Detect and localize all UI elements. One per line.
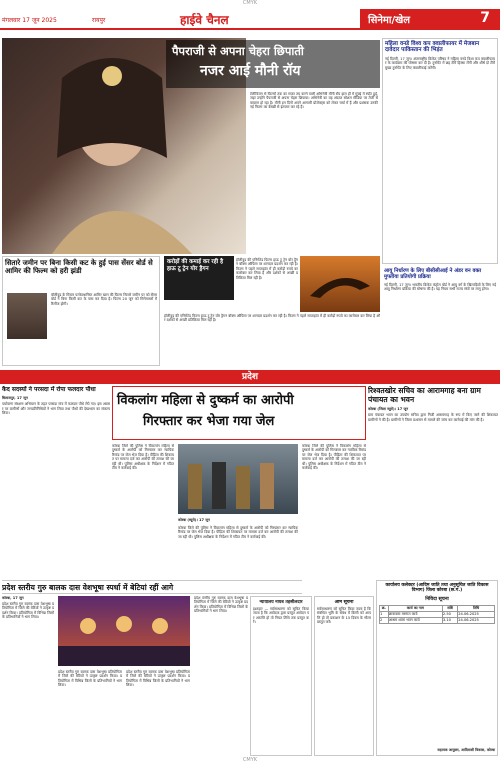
main-story-body-2: कोरबा जिले की पुलिस ने विकलांग महिला से दुष्कर्म के आरोपी को गिरफ्तार कर न्यायिक रिमांड पर जेल भेज दिया है। पीड़िता की शिकायत पर मामला दर्ज कर आरोपी की तलाश की जा रही थी। पुलिस अधीक्षक के निर्देशन में गठित टीम ने कार्रवाई की। — [302, 444, 366, 471]
page-number: 7 — [480, 10, 490, 26]
main-story-body-3: कोरबा जिले की पुलिस ने विकलांग महिला से दुष्कर्म के आरोपी को गिरफ्तार कर न्यायिक रिमांड पर जेल भेज दिया है। पीड़िता की शिकायत पर मामला दर्ज कर आरोपी की तलाश की जा रही थी। पुलिस अधीक्षक के निर्देशन में गठित टीम ने कार्रवाई की। — [178, 526, 298, 539]
tender-cell: 3.10 — [442, 617, 457, 623]
top-print-mark: CMYK — [242, 0, 258, 6]
notice-left-title: न्यायालय नायब तहसीलदार — [259, 600, 303, 605]
tender-col-header: क्र. — [380, 605, 389, 611]
edition-city: रायपुर — [92, 17, 106, 24]
bottom-story-photo — [58, 596, 190, 666]
right-feature-dateline: कोरबा (जिला ब्यूरो)। 17 जून — [368, 407, 409, 411]
right-top-body: नई दिल्ली, 17 जून। अंतरराष्ट्रीय क्रिकेट परिषद ने महिला वनडे विश्व कप क्वालीफायर के कार्यक्रम की घोषणा कर दी है। टूर्नामेंट में छह टीमें हिस्सा लेंगी और शीर्ष दो टीमें मुख्य टूर्नामेंट के लिए क्वालीफाई करेंगी। — [385, 56, 495, 70]
tender-col-header: कार्य का नाम — [388, 605, 442, 611]
right-feature-body: ग्राम पंचायत भवन का उपयोग सचिव द्वारा निजी आरामगाह के रूप में किए जाने की शिकायत ग्रामीणों ने की है। ग्रामीणों ने जिला प्रशासन से मामले की जांच कर कार्रवाई की मांग की है। — [368, 413, 498, 422]
bottom-story-headline: प्रदेश स्तरीय गुरु बालक दास वेशभूषा स्पर्धा में बेटियां रहीं आगे — [2, 583, 174, 592]
tender-cell: 24.06.2025 — [458, 611, 495, 617]
right-top-headline: महिला वनडे विश्व कप क्वालीफायर में मेजबान दावेदार पाकिस्तान की भिड़ंत — [385, 41, 480, 54]
aamir-body: बॉलीवुड के मिस्टर परफेक्शनिस्ट आमिर खान की फिल्म सितारे जमीन पर को सेंसर बोर्ड ने बिना किसी कट के पास कर दिया है। फिल्म 20 जून को सिनेमाघरों में रिलीज होगी। — [51, 293, 157, 306]
left-feature-headline: कैद सदस्यों ने परसदा में रोपा फलदार पौधा — [2, 386, 96, 393]
notice-mid-body: सर्वसाधारण को सूचित किया जाता है कि संबंधित भूमि के संबंध में किसी को आपत्ति हो तो प्रकाशन के 15 दिवस के भीतर प्रस्तुत करें। — [317, 607, 371, 625]
tender-col-header: राशि — [442, 605, 457, 611]
main-story-body-1: कोरबा जिले की पुलिस ने विकलांग महिला से दुष्कर्म के आरोपी को गिरफ्तार कर न्यायिक रिमांड पर जेल भेज दिया है। पीड़िता की शिकायत पर मामला दर्ज कर आरोपी की तलाश की जा रही थी। पुलिस अधीक्षक के निर्देशन में गठित टीम ने कार्रवाई की। — [112, 444, 174, 471]
dragon-headline: करोड़ों की कमाई कर रही है हाऊ टू ट्रेन योर ड्रैगन — [167, 259, 224, 272]
bottom-story-body-4: प्रदेश स्तरीय गुरु बालक दास वेशभूषा प्रतियोगिता में जिले की बेटियों ने उत्कृष्ट प्रदर्शन किया। प्रतियोगिता में विभिन्न जिलों के प्रतिभागियों ने भाग लिया। — [194, 596, 248, 614]
right-feature — [368, 386, 498, 576]
tender-cell: 1 — [380, 611, 389, 617]
section-label — [360, 9, 500, 28]
lead-body: टेलीविजन से फिल्मों तक का सफर तय करने वाली अभिनेत्री मौनी रॉय हाल ही में मुंबई में स्पॉट हुईं, जहां उन्होंने पैपराजी से अपना चेहरा छिपाया। अभिनेत्री का यह अंदाज सोशल मीडिया पर तेजी से वायरल हो रहा है। मौनी इन दिनों अपने आगामी प्रोजेक्ट्स को लेकर चर्चा में हैं और प्रशंसक उनकी नई फिल्म का बेसब्री से इंतजार कर रहे हैं। — [250, 92, 378, 110]
notice-mid — [314, 596, 374, 756]
issue-date: मंगलवार 17 जून 2025 — [2, 17, 57, 24]
right-top-story — [382, 38, 498, 264]
main-story-dateline: कोरबा (ब्यूरो)। 17 जून — [178, 518, 210, 522]
masthead — [0, 8, 500, 30]
tender-cell: आश्रम शाला भवन कार्य — [388, 617, 442, 623]
tender-cell: 24.06.2025 — [458, 617, 495, 623]
lead-headline-box — [166, 40, 380, 88]
right-mid-story — [382, 266, 498, 366]
left-feature-body: पर्यावरण संरक्षण अभियान के तहत परसदा गांव में फलदार पौधे रोपे गए। इस अवसर पर ग्रामीणों और जनप्रतिनिधियों ने भाग लिया तथा पौधों की देखभाल का संकल्प लिया। — [2, 402, 110, 416]
aamir-photo — [7, 293, 47, 339]
tender-table — [379, 605, 495, 624]
notice-right — [376, 580, 498, 756]
dragon-headline-box — [164, 256, 234, 300]
left-feature — [2, 386, 110, 576]
dragon-silhouette — [300, 256, 380, 312]
dragon-body-b: हॉलीवुड की एनिमेटेड फिल्म हाऊ टू ट्रेन योर ड्रैगन बॉक्स ऑफिस पर शानदार प्रदर्शन कर रही है। फिल्म ने पहले सप्ताहांत में ही करोड़ों रुपये का कारोबार कर लिया है और दर्शकों से अच्छी प्रतिक्रिया मिल रही है। — [164, 314, 380, 323]
police-group-illustration — [178, 444, 298, 514]
bottom-story-body-3: प्रदेश स्तरीय गुरु बालक दास वेशभूषा प्रतियोगिता में जिले की बेटियों ने उत्कृष्ट प्रदर्शन किया। प्रतियोगिता में विभिन्न जिलों के प्रतिभागियों ने भाग लिया। — [126, 670, 190, 688]
newspaper-brand: हाईवे चैनल — [180, 13, 229, 27]
right-mid-body: नई दिल्ली, 17 जून। भारतीय क्रिकेट कंट्रोल बोर्ड ने आयु वर्ग के खिलाड़ियों के लिए नई आयु निर्धारण प्रक्रिया की घोषणा की है। यह नियम सभी राज्य संघों पर लागू होगा। — [384, 283, 496, 292]
tender-cell: छात्रावास मरम्मत कार्य — [388, 611, 442, 617]
tender-cell: 2 — [380, 617, 389, 623]
dragon-photo — [300, 256, 380, 312]
left-feature-dateline: बिलासपुर, 17 जून — [2, 396, 28, 400]
bottom-print-mark: CMYK — [242, 757, 258, 763]
tender-cell: 2.50 — [442, 611, 457, 617]
section-title: सिनेमा/खेल — [368, 15, 411, 26]
notice-right-subtitle: निविदा सूचना — [425, 596, 449, 602]
main-headline-line2: गिरफ्तार कर भेजा गया जेल — [143, 414, 275, 429]
notice-left — [250, 596, 312, 756]
aamir-headline: सितारे जमीन पर बिना किसी कट के हुई पास सेंसर बोर्ड से आमिर की फिल्म को हरी झंडी — [5, 259, 153, 275]
notice-right-footer: सहायक आयुक्त, आदिवासी विकास, कोरबा — [437, 747, 495, 752]
notice-mid-title: आम सूचना — [334, 600, 354, 605]
aamir-story — [2, 256, 160, 366]
dragon-story — [164, 256, 380, 368]
main-headline-box — [112, 386, 366, 440]
right-feature-headline: रिश्वतखोर सचिव का आरामगाह बना ग्राम पंचायत का भवन — [368, 386, 481, 404]
section-band: प्रदेश — [0, 370, 500, 384]
bottom-story-dateline: कोरबा, 17 जून — [2, 596, 24, 600]
costume-stage-illustration — [58, 596, 190, 666]
notice-left-body: इश्तहार — सर्वसाधारण को सूचित किया जाता है कि आवेदक द्वारा प्रस्तुत आवेदन पर आपत्ति हो तो नियत तिथि तक प्रस्तुत करें। — [253, 607, 309, 625]
right-mid-headline: आयु निर्धारण के लिए बीसीसीआई ने अंडर वन वक्त मुफ्तीया प्रतियोगी प्रक्रिया — [384, 268, 482, 280]
main-story-photo — [178, 444, 298, 514]
dragon-body-a: हॉलीवुड की एनिमेटेड फिल्म हाऊ टू ट्रेन योर ड्रैगन बॉक्स ऑफिस पर शानदार प्रदर्शन कर रही है। फिल्म ने पहले सप्ताहांत में ही करोड़ों रुपये का कारोबार कर लिया है और दर्शकों से अच्छी प्रतिक्रिया मिल रही है। — [236, 258, 298, 280]
bottom-story-body-1: प्रदेश स्तरीय गुरु बालक दास वेशभूषा प्रतियोगिता में जिले की बेटियों ने उत्कृष्ट प्रदर्शन किया। प्रतियोगिता में विभिन्न जिलों के प्रतिभागियों ने भाग लिया। — [2, 602, 54, 620]
tender-table-row — [380, 617, 495, 623]
bottom-story-body-2: प्रदेश स्तरीय गुरु बालक दास वेशभूषा प्रतियोगिता में जिले की बेटियों ने उत्कृष्ट प्रदर्शन किया। प्रतियोगिता में विभिन्न जिलों के प्रतिभागियों ने भाग लिया। — [58, 670, 122, 688]
notice-right-title: कार्यालय कलेक्टर (आदिम जाति तथा अनुसूचित जाति विकास विभाग) जिला कोरबा (छ.ग.) — [385, 583, 489, 594]
main-story-columns — [112, 444, 366, 576]
lead-headline-line2: नजर आई मौनी रॉय — [200, 63, 301, 79]
bottom-story-headline-bar — [2, 580, 302, 594]
tender-col-header: तिथि — [458, 605, 495, 611]
lead-headline-line1: पैपराजी से अपना चेहरा छिपाती — [172, 44, 304, 58]
main-headline-line1: विकलांग महिला से दुष्कर्म का आरोपी — [117, 393, 294, 408]
